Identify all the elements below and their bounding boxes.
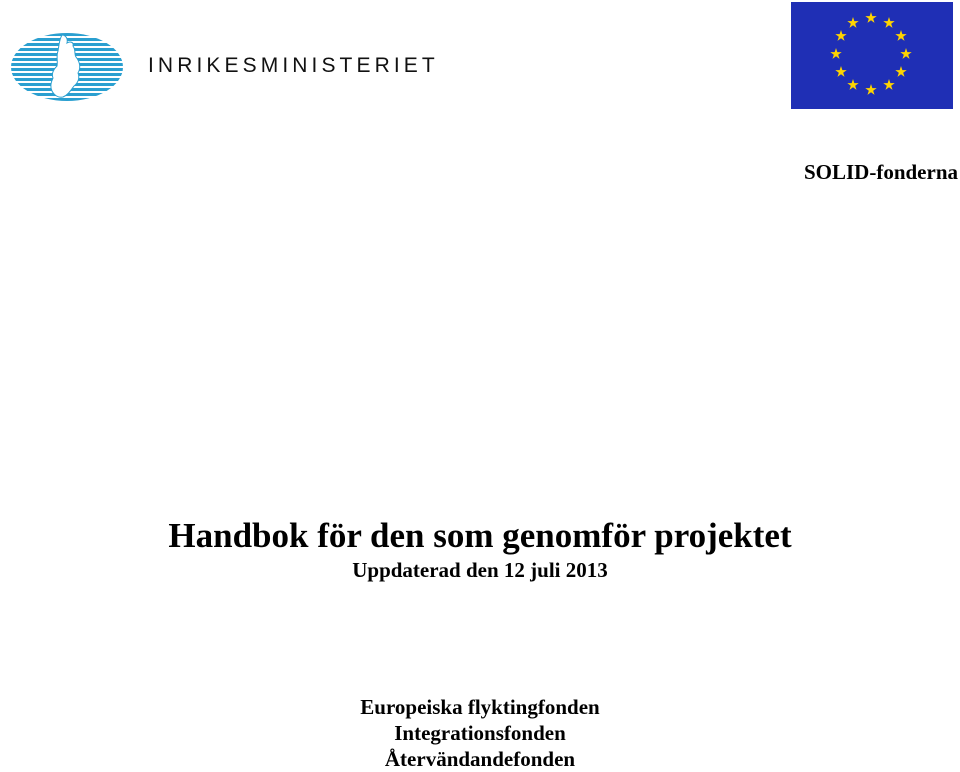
fund-list-item: Integrationsfonden: [394, 721, 566, 745]
fund-list: [0, 694, 960, 772]
ministry-logo: [10, 32, 439, 102]
document-subtitle: Uppdaterad den 12 juli 2013: [352, 558, 608, 582]
eu-flag-icon: [791, 2, 953, 109]
ministry-name: INRIKESMINISTERIET: [148, 54, 439, 77]
fund-list-item: Europeiska flyktingfonden: [360, 695, 600, 719]
fund-list-item: Återvändandefonden: [384, 747, 576, 771]
fund-series-label: SOLID-fonderna: [803, 160, 958, 184]
finland-map-emblem-icon: [10, 32, 124, 102]
document-title: Handbok för den som genomför projektet: [168, 516, 792, 555]
